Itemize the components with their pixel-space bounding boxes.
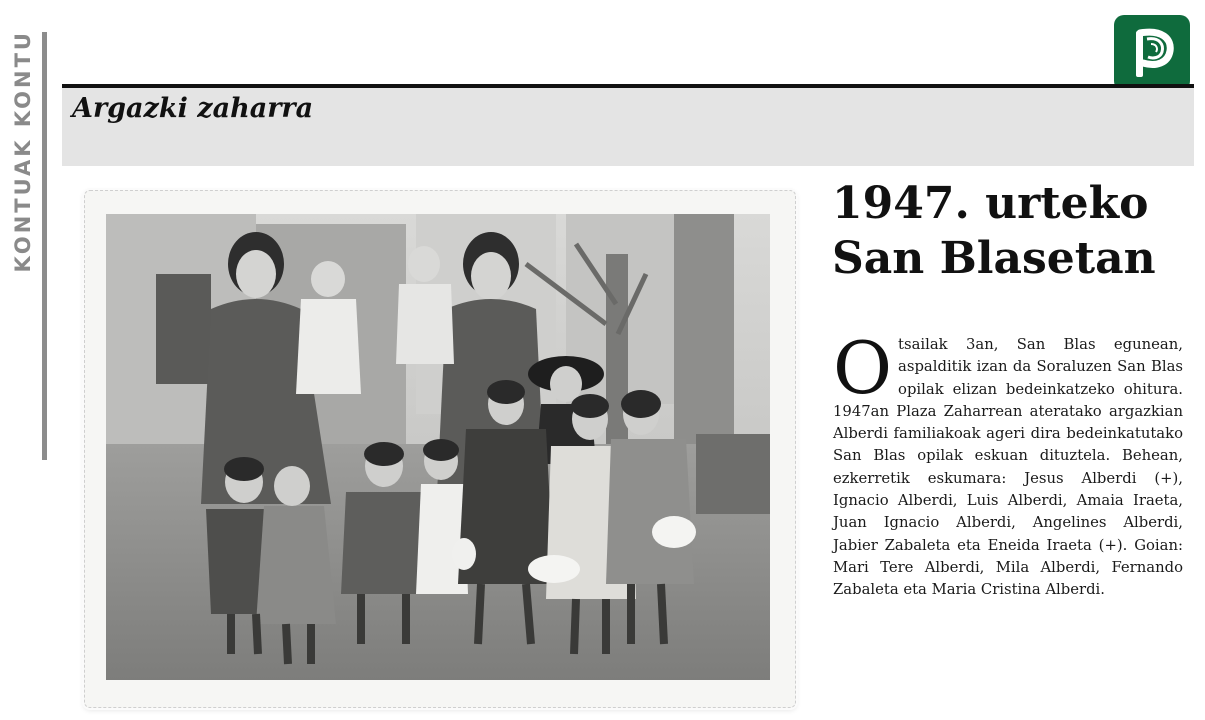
group-photo-image (106, 214, 770, 680)
section-label-text: KONTUAK KONTU (11, 30, 35, 273)
publication-logo (1114, 15, 1190, 91)
section-label (6, 30, 40, 310)
section-divider (42, 32, 47, 460)
section-title: Argazki zaharra (72, 93, 314, 124)
article-title-line1: 1947. urteko (832, 178, 1149, 229)
article-body-text: tsailak 3an, San Blas egunean, aspalditik izan da Soraluzen San Blas opilak elizan bedeinkatzeko ohitura. 1947an Plaza Zaharrean ateratako argazkian Alberdi familiakoak ageri dira bedeinkatutako San Blas opilak eskuan dituztela. Behean, ezkerretik eskumara: Jesus Alberdi (+), Ignacio Alberdi, Luis Alberdi, Amaia Iraeta, Juan Ignacio Alberdi, Angelines Alberdi, Jabier Zabaleta eta Eneida Iraeta (+). Goian: Mari Tere Alberdi, Mila Alberdi, Fernando Zabaleta eta Maria Cristina Alberdi. (833, 336, 1183, 599)
article-title (832, 176, 1192, 286)
article-title-line2: San Blasetan (832, 233, 1156, 284)
historic-photo (106, 214, 770, 680)
article-body (833, 326, 1183, 602)
p-logo-icon (1126, 25, 1178, 81)
drop-cap: O (833, 326, 893, 410)
